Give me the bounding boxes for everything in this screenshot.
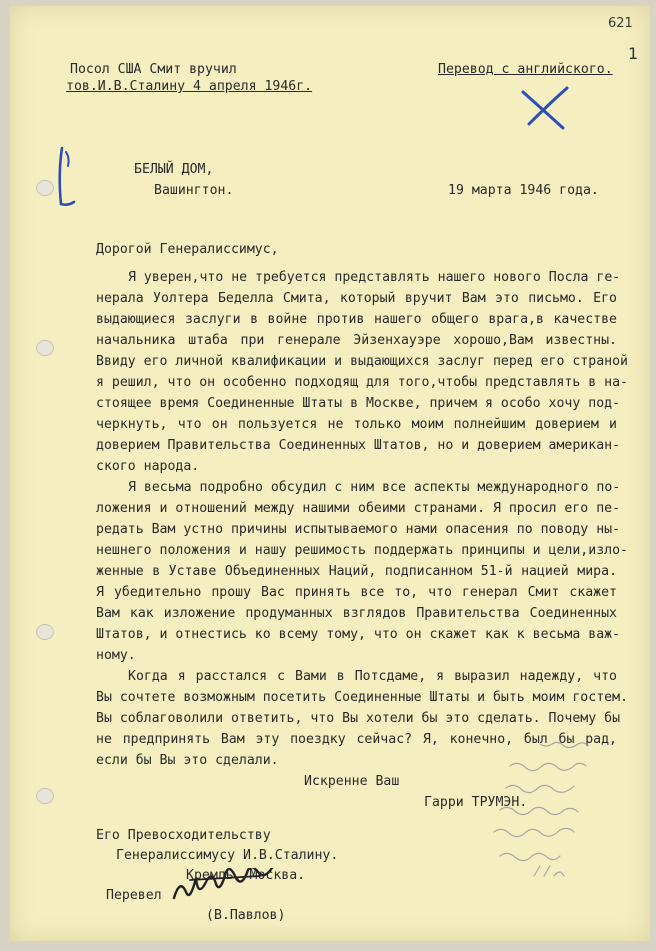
translator-name: (В.Павлов)	[206, 908, 286, 923]
closing-phrase: Искренне Ваш	[304, 774, 400, 789]
translation-note: Перевод с английского.	[438, 62, 613, 77]
body-line: Вы сочтете возможным посетить Соединенные Штаты и быть моим гостем.	[96, 690, 628, 705]
addressee-line3: Кремль, Москва.	[186, 868, 306, 883]
punch-hole	[36, 788, 54, 804]
body-line: Я уверен,что не требуется представлять нашего нового Посла ге-	[128, 270, 621, 285]
body-line: Вы соблаговолили ответить, что Вы хотели бы это сделать. Почему бы	[96, 711, 621, 726]
body-line: Ввиду его личной квалификации и выдающихся заслуг перед его страной	[96, 354, 628, 369]
body-line: если бы Вы это сделали.	[96, 753, 279, 768]
body-line: Вам как изложение продуманных взглядов Правительства Соединенных	[96, 606, 617, 621]
body-line: редать Вам устно причины испытываемого нами опасения по поводу ны-	[96, 522, 621, 537]
delivery-note-line2: тов.И.В.Сталину 4 апреля 1946г.	[66, 79, 313, 94]
body-line: Я весьма подробно обсудил с ним все аспекты международного по-	[128, 480, 621, 495]
body-line: ложения и отношений между нашими обеими странами. Я просил его пе-	[96, 501, 621, 516]
punch-hole	[36, 340, 54, 356]
body-line: я решил, что он особенно подходящ для того,чтобы представлять в на-	[96, 375, 628, 390]
body-line: стоящее время Соединенные Штаты в Москве, причем я особо хочу под-	[96, 396, 621, 411]
body-line: ному.	[96, 648, 136, 663]
pencil-distribution-notes	[470, 736, 620, 886]
body-line: нерала Уолтера Беделла Смита, который вручит Вам это письмо. Его	[96, 291, 617, 306]
sender-line1: БЕЛЫЙ ДОМ,	[134, 162, 214, 177]
translator-label: Перевел	[106, 888, 162, 903]
body-line: не предпринять Вам эту поездку сейчас? Я, конечно, был бы рад,	[96, 732, 617, 747]
document-page	[10, 6, 650, 941]
addressee-line1: Его Превосходительству	[96, 828, 271, 843]
body-line: нешнего положения и нашу решимость поддержать принципы и цели,изло-	[96, 543, 628, 558]
sender-line2: Вашингтон.	[154, 183, 234, 198]
body-line: черкнуть, что он пользуется не только моим полнейшим доверием и	[96, 417, 617, 432]
archive-side-mark: 1	[628, 44, 639, 63]
body-line: Я убедительно прошу Вас принять все то, что генерал Смит скажет	[96, 585, 617, 600]
translator-signature	[170, 868, 290, 908]
delivery-note-line1: Посол США Смит вручил	[70, 62, 237, 77]
letter-date: 19 марта 1946 года.	[448, 183, 599, 198]
body-line: начальника штаба при генерале Эйзенхауэре хорошо,Вам известны.	[96, 333, 617, 348]
body-line: выдающиеся заслуги в войне против нашего общего врага,в качестве	[96, 312, 617, 327]
body-line: доверием Правительства Соединенных Штатов, но и доверием американ-	[96, 438, 621, 453]
body-line: женные в Уставе Объединенных Наций, подписанном 51-й нацией мира.	[96, 564, 617, 579]
body-line: Когда я расстался с Вами в Потсдаме, я выразил надежду, что	[128, 669, 617, 684]
signatory-name: Гарри ТРУМЭН.	[424, 795, 528, 810]
punch-hole	[36, 624, 54, 640]
body-line: Штатов, и отнестись ко всему тому, что он скажет как к весьма важ-	[96, 627, 621, 642]
body-line: ского народа.	[96, 459, 200, 474]
salutation: Дорогой Генералиссимус,	[96, 242, 279, 257]
addressee-line2: Генералиссимусу И.В.Сталину.	[116, 848, 339, 863]
archive-page-number: 621	[608, 16, 633, 31]
blue-cross-mark	[515, 84, 573, 134]
blue-bracket-mark	[48, 144, 78, 212]
